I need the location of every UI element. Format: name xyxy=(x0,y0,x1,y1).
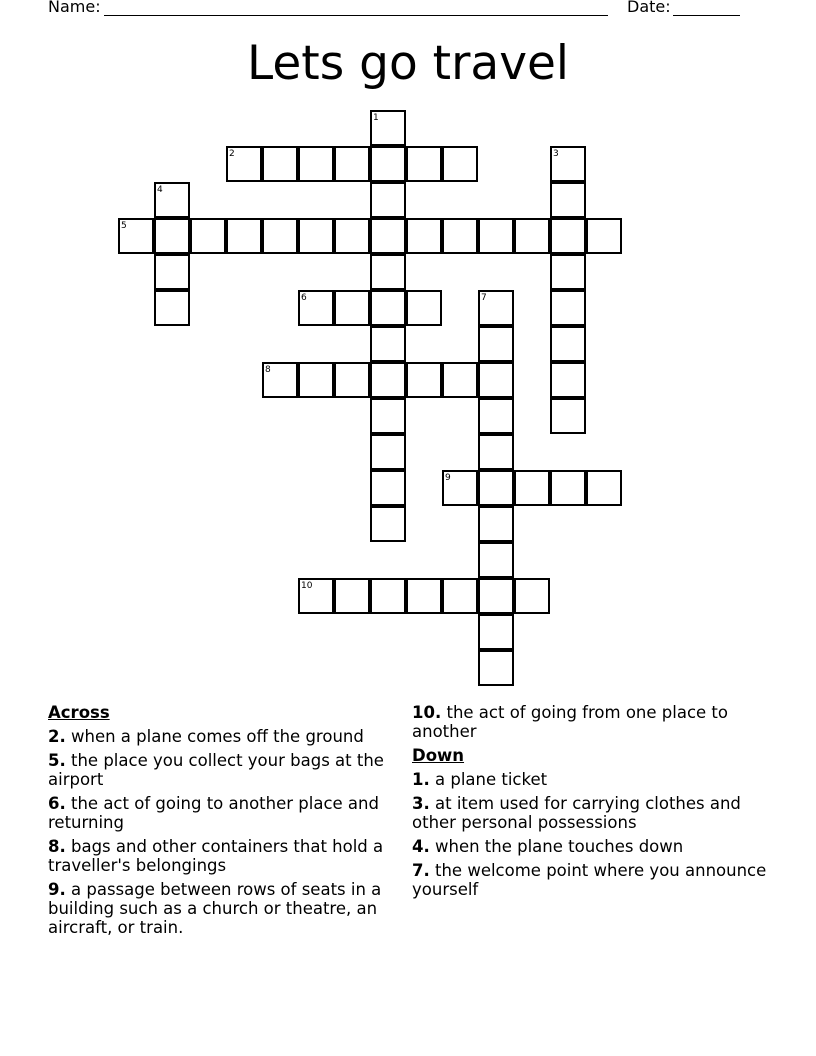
clue-text: when the plane touches down xyxy=(435,837,684,856)
grid-cell[interactable] xyxy=(262,218,298,254)
grid-cell[interactable] xyxy=(406,362,442,398)
grid-cell[interactable] xyxy=(550,182,586,218)
grid-cell[interactable] xyxy=(370,290,406,326)
grid-cell[interactable] xyxy=(298,290,334,326)
clues-column-left xyxy=(48,703,388,942)
clue-item xyxy=(48,727,388,746)
clue-item xyxy=(48,880,388,937)
clue-number: 10. xyxy=(412,703,442,722)
down-clue-list xyxy=(412,770,782,899)
grid-cell[interactable] xyxy=(370,434,406,470)
grid-cell[interactable] xyxy=(262,362,298,398)
clue-text: the act of going to another place and returning xyxy=(48,794,379,832)
grid-cell[interactable] xyxy=(442,470,478,506)
clue-number: 9. xyxy=(48,880,66,899)
across-clue-list xyxy=(48,727,388,937)
grid-cell[interactable] xyxy=(550,326,586,362)
grid-cell[interactable] xyxy=(226,146,262,182)
clue-number: 10 xyxy=(301,581,313,591)
clue-number: 2. xyxy=(48,727,66,746)
clue-item xyxy=(412,837,782,856)
grid-cell[interactable] xyxy=(406,578,442,614)
grid-cell[interactable] xyxy=(478,434,514,470)
grid-cell[interactable] xyxy=(550,362,586,398)
clue-number: 9 xyxy=(445,473,451,483)
grid-cell[interactable] xyxy=(370,578,406,614)
grid-cell[interactable] xyxy=(514,578,550,614)
grid-cell[interactable] xyxy=(334,218,370,254)
clue-text: when a plane comes off the ground xyxy=(71,727,364,746)
clue-number: 7. xyxy=(412,861,430,880)
clue-number: 1 xyxy=(373,113,379,123)
grid-cell[interactable] xyxy=(334,362,370,398)
grid-cell[interactable] xyxy=(442,146,478,182)
clue-number: 5. xyxy=(48,751,66,770)
grid-cell[interactable] xyxy=(154,182,190,218)
clue-item xyxy=(48,751,388,789)
clue-number: 8. xyxy=(48,837,66,856)
grid-cell[interactable] xyxy=(298,362,334,398)
grid-cell[interactable] xyxy=(586,470,622,506)
grid-cell[interactable] xyxy=(550,290,586,326)
grid-cell[interactable] xyxy=(442,362,478,398)
grid-cell[interactable] xyxy=(334,578,370,614)
grid-cell[interactable] xyxy=(478,614,514,650)
grid-cell[interactable] xyxy=(370,146,406,182)
clue-text: at item used for carrying clothes and other personal possessions xyxy=(412,794,741,832)
across-heading: Across xyxy=(48,703,110,722)
clue-number: 3. xyxy=(412,794,430,813)
clue-text: a plane ticket xyxy=(435,770,548,789)
clue-number: 3 xyxy=(553,149,559,159)
down-heading: Down xyxy=(412,746,465,765)
grid-cell[interactable] xyxy=(442,578,478,614)
grid-cell[interactable] xyxy=(478,578,514,614)
clue-number: 8 xyxy=(265,365,271,375)
grid-cell[interactable] xyxy=(370,254,406,290)
grid-cell[interactable] xyxy=(586,218,622,254)
grid-cell[interactable] xyxy=(190,218,226,254)
grid-cell[interactable] xyxy=(226,218,262,254)
clue-number: 1. xyxy=(412,770,430,789)
clue-item xyxy=(48,837,388,875)
grid-cell[interactable] xyxy=(298,146,334,182)
grid-cell[interactable] xyxy=(478,218,514,254)
grid-cell[interactable] xyxy=(478,398,514,434)
grid-cell[interactable] xyxy=(370,326,406,362)
clues-column-right xyxy=(412,703,782,904)
grid-cell[interactable] xyxy=(478,470,514,506)
grid-cell[interactable] xyxy=(406,290,442,326)
grid-cell[interactable] xyxy=(442,218,478,254)
clue-text: a passage between rows of seats in a building such as a church or theatre, an aircraft, or train. xyxy=(48,880,382,937)
page-title: Lets go travel xyxy=(246,36,569,91)
date-label: Date: xyxy=(627,0,671,16)
grid-cell[interactable] xyxy=(406,218,442,254)
grid-cell[interactable] xyxy=(262,146,298,182)
grid-cell[interactable] xyxy=(298,578,334,614)
grid-cell[interactable] xyxy=(406,146,442,182)
grid-cell[interactable] xyxy=(154,218,190,254)
grid-cell[interactable] xyxy=(478,326,514,362)
grid-cell[interactable] xyxy=(298,218,334,254)
across-clue-list-continued xyxy=(412,703,782,741)
grid-cell[interactable] xyxy=(154,290,190,326)
grid-cell[interactable] xyxy=(370,362,406,398)
clue-number: 2 xyxy=(229,149,235,159)
grid-cell[interactable] xyxy=(550,218,586,254)
grid-cell[interactable] xyxy=(370,470,406,506)
clue-item xyxy=(412,861,782,899)
clue-number: 5 xyxy=(121,221,127,231)
clue-number: 4 xyxy=(157,185,163,195)
clue-text: bags and other containers that hold a traveller's belongings xyxy=(48,837,384,875)
clue-text: the welcome point where you announce yourself xyxy=(412,861,767,899)
grid-cell[interactable] xyxy=(478,290,514,326)
grid-cell[interactable] xyxy=(334,290,370,326)
grid-cell[interactable] xyxy=(370,506,406,542)
clue-item xyxy=(412,703,782,741)
clue-number: 7 xyxy=(481,293,487,303)
grid-cell[interactable] xyxy=(478,506,514,542)
grid-cell[interactable] xyxy=(478,542,514,578)
grid-cell[interactable] xyxy=(550,254,586,290)
grid-cell[interactable] xyxy=(514,218,550,254)
grid-cell[interactable] xyxy=(478,650,514,686)
grid-cell[interactable] xyxy=(370,398,406,434)
name-label: Name: xyxy=(48,0,101,16)
clue-number: 6 xyxy=(301,293,307,303)
grid-cell[interactable] xyxy=(118,218,154,254)
grid-cell[interactable] xyxy=(550,146,586,182)
clue-text: the place you collect your bags at the airport xyxy=(48,751,384,789)
grid-cell[interactable] xyxy=(370,218,406,254)
clue-item xyxy=(48,794,388,832)
grid-cell[interactable] xyxy=(550,470,586,506)
grid-cell[interactable] xyxy=(550,398,586,434)
clue-number: 4. xyxy=(412,837,430,856)
grid-cell[interactable] xyxy=(334,146,370,182)
clue-item xyxy=(412,794,782,832)
grid-cell[interactable] xyxy=(370,182,406,218)
grid-cell[interactable] xyxy=(154,254,190,290)
grid-cell[interactable] xyxy=(514,470,550,506)
grid-cell[interactable] xyxy=(478,362,514,398)
clue-item xyxy=(412,770,782,789)
grid-cell[interactable] xyxy=(370,110,406,146)
clue-text: the act of going from one place to another xyxy=(412,703,728,741)
clue-number: 6. xyxy=(48,794,66,813)
